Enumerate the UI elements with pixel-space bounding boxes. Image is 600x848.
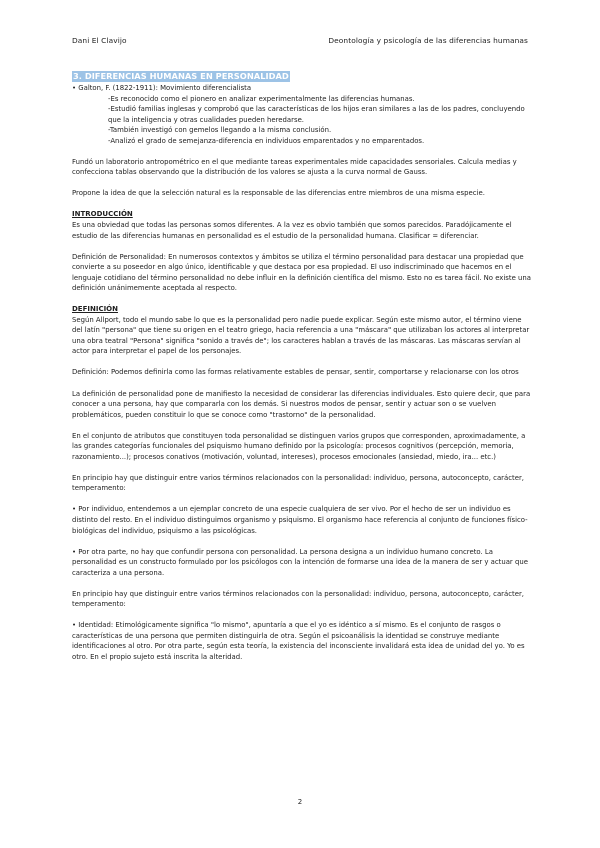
galton-heading: • Galton, F. (1822-1911): Movimiento diferencialista bbox=[72, 84, 252, 92]
section-title: 3. DIFERENCIAS HUMANAS EN PERSONALIDAD bbox=[73, 71, 289, 81]
galton-item: -Estudió familias inglesas y comprobó que las características de los hijos eran similares a las de los padres, concluyendo que la inteligencia y otras cualidades pueden heredarse. bbox=[108, 105, 525, 124]
definicion-paragraph: Según Allport, todo el mundo sabe lo que es la personalidad pero nadie puede explicar. Según este mismo autor, el término viene del latín "persona" que tiene su origen en el teatro griego, hacia referencia a una "máscara" que utilizaban los actores al interpretar una obra teatral "Persona" significa "sonido a través de"; los caracteres hablan a través de las máscaras. Las máscaras servían al actor para interpretar el papel de los personajes. bbox=[72, 315, 530, 356]
galton-list bbox=[72, 94, 532, 147]
definicion-paragraph: Definición: Podemos definirla como las formas relativamente estables de pensar, sentir, comportarse y relacionarse con los otros bbox=[72, 368, 519, 377]
definicion-paragraph: • Por individuo, entendemos a un ejemplar concreto de una especie cualquiera de ser vivo. Por el hecho de ser un individuo es distinto del resto. En el individuo distinguimos organismo y psiquismo. El organismo hace referencia al conjunto de funciones físico-biológicas del individuo, psiquismo a las psicológicas. bbox=[72, 505, 528, 535]
definicion-paragraph: En el conjunto de atributos que constituyen toda personalidad se distinguen varios grupos que corresponden, aproximadamente, a las grandes categorías funcionales del psiquismo humano definido por la psicología: procesos cognitivos (percepción, memoria, razonamiento...); procesos conativos (motivación, voluntad, intereses), procesos emocionales (ansiedad, miedo, ira... etc.) bbox=[72, 431, 526, 461]
galton-item: -Es reconocido como el pionero en analizar experimentalmente las diferencias humanas. bbox=[108, 94, 415, 103]
header-course-title: Deontología y psicología de las diferencias humanas bbox=[328, 36, 528, 45]
introduccion-title: INTRODUCCIÓN bbox=[72, 210, 133, 219]
galton-item: -También investigó con gemelos llegando a la misma conclusión. bbox=[108, 126, 332, 135]
galton-item: -Analizó el grado de semejanza-diferencia en individuos emparentados y no emparentados. bbox=[108, 136, 425, 145]
definicion-paragraph: En principio hay que distinguir entre varios términos relacionados con la personalidad: individuo, persona, autoconcepto, carácter, temperamento: bbox=[72, 589, 524, 609]
definicion-title: DEFINICIÓN bbox=[72, 305, 118, 314]
introduccion-paragraph: Es una obviedad que todas las personas somos diferentes. A la vez es obvio también que somos parecidos. Paradójicamente el estudio de las diferencias humanas en personalidad es el estudio de la personalidad humana. Clasificar = diferenciar. bbox=[72, 220, 512, 240]
page-number: 2 bbox=[297, 798, 303, 806]
introduccion-paragraph: Definición de Personalidad: En numerosos contextos y ámbitos se utiliza el término personalidad para destacar una propiedad que convierte a su poseedor en algo único, identificable y que destaca por esa propiedad. El uso indiscriminado que hacemos en el lenguaje cotidiano del término personalidad no debe influir en la definición científica del mismo. Esto no es tarea fácil. No existe una definición unánimemente aceptada al respecto. bbox=[72, 252, 531, 293]
intro-paragraph: Propone la idea de que la selección natural es la responsable de las diferencias entre miembros de una misma especie. bbox=[72, 189, 485, 198]
definicion-paragraph: La definición de personalidad pone de manifiesto la necesidad de considerar las diferencias individuales. Esto quiere decir, que para conocer a una persona, hay que compararla con los demás. Si nuestros modos de pensar, sentir y actuar son o se vuelven problemáticos, pueden constituir lo que se conoce como "trastorno" de la personalidad. bbox=[72, 389, 531, 419]
header-author: Dani El Clavijo bbox=[72, 36, 127, 45]
definicion-paragraph: • Identidad: Etimológicamente significa "lo mismo", apuntaría a que el yo es idéntico a sí mismo. Es el conjunto de rasgos o características de una persona que permiten distinguirla de otra. Según el psicoanálisis la identidad se construye mediante identificaciones al otro. Por otra parte, según esta teoría, la existencia del inconsciente invalidará esta idea de unidad del yo. Yo es otro. En el propio sujeto está inscrita la alteridad. bbox=[72, 621, 525, 661]
page-content bbox=[72, 71, 532, 662]
intro-paragraph: Fundó un laboratorio antropométrico en el que mediante tareas experimentales mide capacidades sensoriales. Calcula medias y confecciona tablas observando que la distribución de los valores se ajusta a la curva normal de Gauss. bbox=[72, 157, 517, 177]
definicion-paragraph: En principio hay que distinguir entre varios términos relacionados con la personalidad: individuo, persona, autoconcepto, carácter, temperamento: bbox=[72, 473, 524, 493]
definicion-paragraph: • Por otra parte, no hay que confundir persona con personalidad. La persona designa a un individuo humano concreto. La personalidad es un constructo formulado por los psicólogos con la intención de formarse una idea de la manera de ser y actuar que caracteriza a una persona. bbox=[72, 547, 528, 577]
